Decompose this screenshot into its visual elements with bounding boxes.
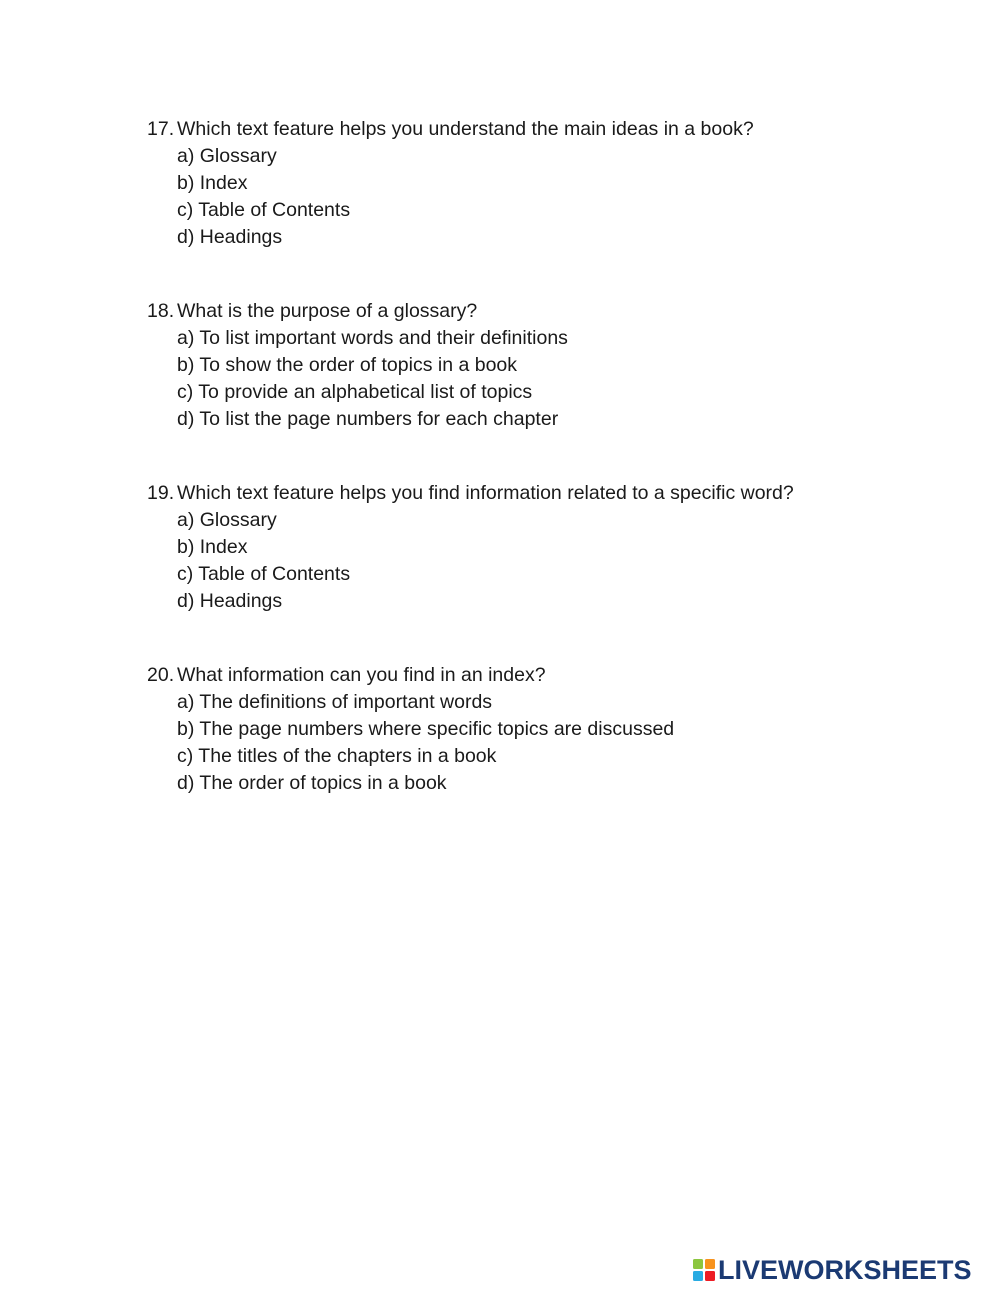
- question-number: 20.: [147, 664, 175, 686]
- option-d: d) Headings: [177, 590, 283, 612]
- option-list: [177, 325, 907, 433]
- question-text: What information can you find in an index?: [177, 664, 546, 686]
- question-18: [147, 298, 907, 433]
- liveworksheets-branding: [693, 1257, 972, 1283]
- question-number: 18.: [147, 300, 175, 322]
- liveworksheets-logo-icon: [693, 1259, 715, 1281]
- question-text: Which text feature helps you find information related to a specific word?: [177, 482, 794, 504]
- question-19: [147, 480, 907, 615]
- option-b: b) To show the order of topics in a book: [177, 354, 518, 376]
- option-d: d) To list the page numbers for each chapter: [177, 408, 559, 430]
- option-list: [177, 143, 907, 251]
- option-c: c) To provide an alphabetical list of topics: [177, 381, 533, 403]
- option-b: b) Index: [177, 172, 248, 194]
- option-d: d) The order of topics in a book: [177, 772, 447, 794]
- option-b: b) The page numbers where specific topics are discussed: [177, 718, 675, 740]
- option-d: d) Headings: [177, 226, 283, 248]
- option-c: c) The titles of the chapters in a book: [177, 745, 497, 767]
- option-a: a) Glossary: [177, 145, 277, 167]
- option-b: b) Index: [177, 536, 248, 558]
- question-20: [147, 662, 907, 797]
- option-a: a) Glossary: [177, 509, 277, 531]
- question-number: 17.: [147, 118, 175, 140]
- option-list: [177, 507, 907, 615]
- question-17: [147, 116, 907, 251]
- question-number: 19.: [147, 482, 175, 504]
- option-c: c) Table of Contents: [177, 563, 351, 585]
- question-text: What is the purpose of a glossary?: [177, 300, 478, 322]
- brand-name: LIVEWORKSHEETS: [718, 1255, 972, 1285]
- option-list: [177, 689, 907, 797]
- question-text: Which text feature helps you understand the main ideas in a book?: [177, 118, 754, 140]
- option-a: a) The definitions of important words: [177, 691, 493, 713]
- option-a: a) To list important words and their definitions: [177, 327, 568, 349]
- option-c: c) Table of Contents: [177, 199, 351, 221]
